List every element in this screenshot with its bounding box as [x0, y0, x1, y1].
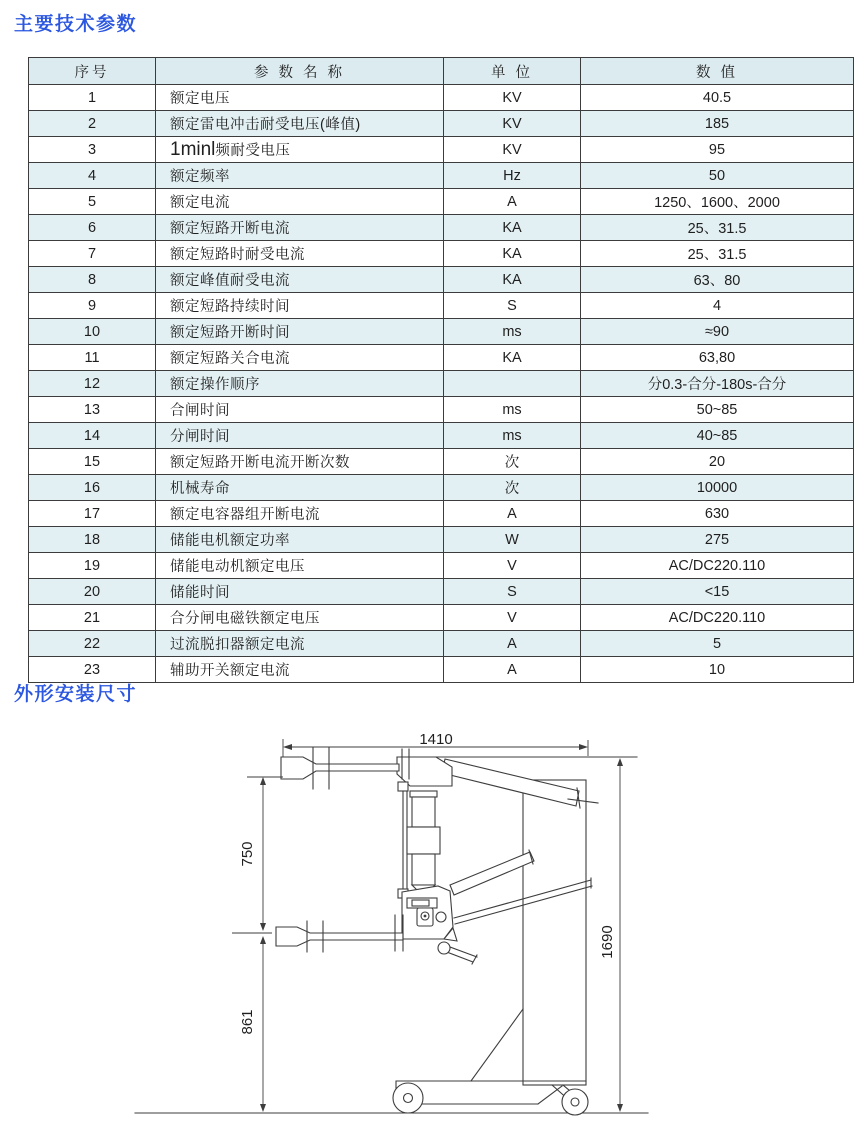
cell-parameter-name: 合闸时间 — [156, 397, 444, 423]
pole-head — [397, 749, 452, 786]
cell-index: 2 — [29, 111, 156, 137]
cart-brace — [471, 1009, 523, 1081]
section-title-technical-parameters: 主要技术参数 — [14, 14, 138, 35]
table-row — [29, 371, 854, 397]
cell-index: 12 — [29, 371, 156, 397]
cell-unit: V — [444, 553, 581, 579]
section-title-outline-dimensions: 外形安装尺寸 — [14, 684, 138, 705]
table-row — [29, 579, 854, 605]
table-row — [29, 111, 854, 137]
table-row — [29, 657, 854, 683]
cell-value: 63,80 — [581, 345, 854, 371]
mechanism-box — [402, 886, 457, 954]
wheel-hub — [404, 1094, 413, 1103]
cell-parameter-name: 机械寿命 — [156, 475, 444, 501]
cell-value: AC/DC220.110 — [581, 605, 854, 631]
cell-index: 18 — [29, 527, 156, 553]
cell-unit: KA — [444, 345, 581, 371]
cell-parameter-name: 合分闸电磁铁额定电压 — [156, 605, 444, 631]
lower-terminal-arm — [276, 915, 403, 952]
column-header-1: 参 数 名 称 — [156, 58, 444, 85]
table-row — [29, 397, 854, 423]
table-row — [29, 605, 854, 631]
cell-index: 8 — [29, 267, 156, 293]
cell-index: 16 — [29, 475, 156, 501]
cell-unit — [444, 371, 581, 397]
table-row — [29, 163, 854, 189]
cell-index: 7 — [29, 241, 156, 267]
cell-value: 25、31.5 — [581, 241, 854, 267]
cell-value: 63、80 — [581, 267, 854, 293]
cell-value: ≈90 — [581, 319, 854, 345]
cell-value: 5 — [581, 631, 854, 657]
cell-value: 10 — [581, 657, 854, 683]
cell-unit: A — [444, 501, 581, 527]
cell-value: 4 — [581, 293, 854, 319]
cell-index: 6 — [29, 215, 156, 241]
cell-unit: V — [444, 605, 581, 631]
cell-unit: KV — [444, 85, 581, 111]
cell-value: 分0.3-合分-180s-合分 — [581, 371, 854, 397]
table-row — [29, 215, 854, 241]
dimension-arm-to-ground — [239, 936, 266, 1112]
dim-label-overall-height: 1690 — [599, 925, 616, 959]
cell-parameter-name: 额定雷电冲击耐受电压(峰值) — [156, 111, 444, 137]
cell-index: 14 — [29, 423, 156, 449]
table-row — [29, 631, 854, 657]
cell-parameter-name: 额定短路开断时间 — [156, 319, 444, 345]
table-row — [29, 293, 854, 319]
dim-label-arm-to-ground: 861 — [239, 1009, 256, 1035]
cell-parameter-name: 过流脱扣器额定电流 — [156, 631, 444, 657]
table-row — [29, 85, 854, 111]
cell-value: 50~85 — [581, 397, 854, 423]
cell-unit: A — [444, 189, 581, 215]
cell-index: 4 — [29, 163, 156, 189]
roller — [438, 942, 450, 954]
cell-value: AC/DC220.110 — [581, 553, 854, 579]
cell-parameter-name: 额定短路关合电流 — [156, 345, 444, 371]
cell-unit: KV — [444, 137, 581, 163]
column-header-2: 单 位 — [444, 58, 581, 85]
cell-index: 13 — [29, 397, 156, 423]
cell-parameter-name: 储能电机额定功率 — [156, 527, 444, 553]
table-row — [29, 267, 854, 293]
cell-unit: 次 — [444, 449, 581, 475]
cell-parameter-name: 额定短路开断电流 — [156, 215, 444, 241]
cell-unit: ms — [444, 319, 581, 345]
cell-parameter-name: 额定电压 — [156, 85, 444, 111]
cell-parameter-name: 辅助开关额定电流 — [156, 657, 444, 683]
cell-parameter-name: 额定峰值耐受电流 — [156, 267, 444, 293]
table-row — [29, 449, 854, 475]
strut-upper — [450, 852, 534, 895]
cell-unit: Hz — [444, 163, 581, 189]
support-frame-cabinet — [523, 780, 586, 1085]
cell-index: 19 — [29, 553, 156, 579]
cell-index: 10 — [29, 319, 156, 345]
cell-value: 275 — [581, 527, 854, 553]
cell-value: 25、31.5 — [581, 215, 854, 241]
cell-unit: ms — [444, 423, 581, 449]
cell-unit: A — [444, 657, 581, 683]
cell-value: 185 — [581, 111, 854, 137]
table-header-row — [29, 58, 854, 85]
cell-index: 23 — [29, 657, 156, 683]
column-header-0: 序号 — [29, 58, 156, 85]
cell-index: 11 — [29, 345, 156, 371]
cell-value: 40~85 — [581, 423, 854, 449]
cell-unit: W — [444, 527, 581, 553]
cell-value: 40.5 — [581, 85, 854, 111]
cell-unit: S — [444, 579, 581, 605]
cell-parameter-name: 额定操作顺序 — [156, 371, 444, 397]
cell-parameter-name: 储能时间 — [156, 579, 444, 605]
wheel-hub — [571, 1098, 579, 1106]
table-row — [29, 423, 854, 449]
cell-value: 95 — [581, 137, 854, 163]
cell-parameter-name: 额定短路开断电流开断次数 — [156, 449, 444, 475]
upper-terminal-arm — [281, 748, 399, 789]
cell-parameter-name: 额定短路持续时间 — [156, 293, 444, 319]
dimension-pole-spacing — [232, 777, 283, 933]
table-header — [29, 58, 854, 85]
cell-parameter-name: 1minl频耐受电压 — [156, 137, 444, 163]
cell-index: 21 — [29, 605, 156, 631]
cell-unit: 次 — [444, 475, 581, 501]
column-header-3: 数 值 — [581, 58, 854, 85]
cell-index: 20 — [29, 579, 156, 605]
cell-value: 20 — [581, 449, 854, 475]
cell-index: 17 — [29, 501, 156, 527]
cell-index: 15 — [29, 449, 156, 475]
cell-parameter-name: 分闸时间 — [156, 423, 444, 449]
cell-index: 22 — [29, 631, 156, 657]
technical-drawing — [0, 695, 867, 1138]
table-row — [29, 319, 854, 345]
table-row — [29, 137, 854, 163]
dim-label-overall-width: 1410 — [419, 731, 453, 748]
cell-value: 630 — [581, 501, 854, 527]
dimension-overall-height — [599, 758, 623, 1112]
cell-value: 50 — [581, 163, 854, 189]
table-row — [29, 241, 854, 267]
cell-index: 9 — [29, 293, 156, 319]
cell-parameter-name: 额定电流 — [156, 189, 444, 215]
table-row — [29, 475, 854, 501]
cell-unit: KA — [444, 215, 581, 241]
cell-index: 5 — [29, 189, 156, 215]
cell-unit: KV — [444, 111, 581, 137]
table-row — [29, 501, 854, 527]
cell-parameter-name: 额定电容器组开断电流 — [156, 501, 444, 527]
cell-value: <15 — [581, 579, 854, 605]
cell-parameter-name: 储能电动机额定电压 — [156, 553, 444, 579]
cell-unit: KA — [444, 241, 581, 267]
parameters-table — [28, 57, 854, 683]
cell-value: 1250、1600、2000 — [581, 189, 854, 215]
cell-unit: S — [444, 293, 581, 319]
cell-parameter-name: 额定短路时耐受电流 — [156, 241, 444, 267]
cell-unit: ms — [444, 397, 581, 423]
table-row — [29, 527, 854, 553]
cell-unit: KA — [444, 267, 581, 293]
cell-index: 3 — [29, 137, 156, 163]
table-row — [29, 345, 854, 371]
insulator-column — [398, 782, 440, 898]
dim-label-pole-spacing: 750 — [239, 841, 256, 867]
cell-parameter-name: 额定频率 — [156, 163, 444, 189]
table-row — [29, 189, 854, 215]
cell-value: 10000 — [581, 475, 854, 501]
table-row — [29, 553, 854, 579]
cell-index: 1 — [29, 85, 156, 111]
cell-unit: A — [444, 631, 581, 657]
